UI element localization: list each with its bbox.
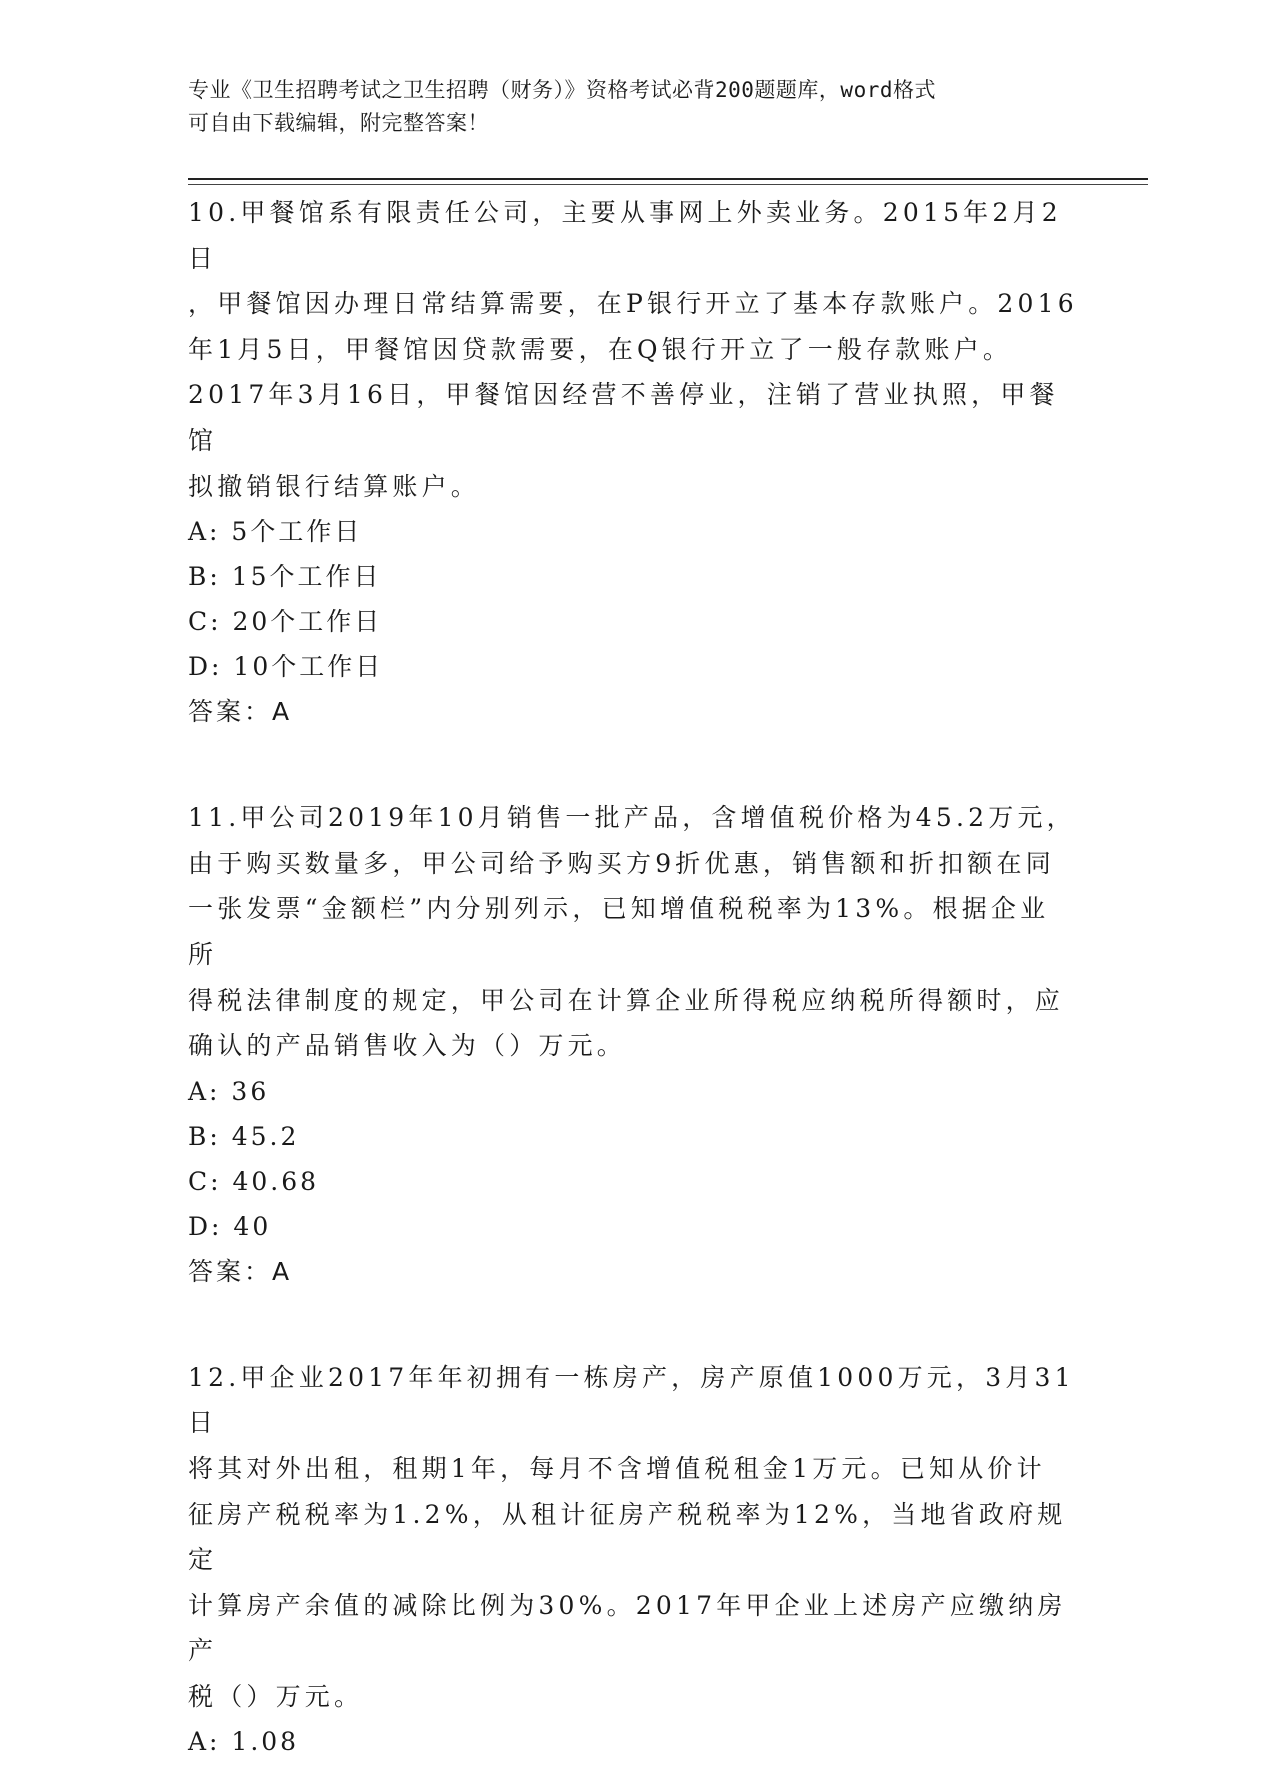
- question-spacer: [188, 761, 1078, 795]
- question-stem-line: 计算房产余值的减除比例为30%。2017年甲企业上述房产应缴纳房产: [188, 1590, 1067, 1666]
- option-b: B: 15个工作日: [188, 562, 382, 592]
- question-stem-line: 确认的产品销售收入为（）万元。: [188, 1031, 627, 1061]
- answer-label: 答案：A: [188, 697, 293, 727]
- option-a: A: 1.08: [188, 1727, 300, 1757]
- question-stem-line: 一张发票“金额栏”内分别列示，已知增值税税率为13%。根据企业所: [188, 894, 1050, 969]
- question-stem-line: 将其对外出租，租期1年，每月不含增值税租金1万元。已知从价计: [188, 1453, 1046, 1483]
- question-stem-line: 11.甲公司2019年10月销售一批产品，含增值税价格为45.2万元，: [188, 803, 1076, 833]
- question-stem-line: 12.甲企业2017年年初拥有一栋房产，房产原值1000万元，3月31日: [188, 1362, 1075, 1438]
- question-stem-line: 2017年3月16日，甲餐馆因经营不善停业，注销了营业执照，甲餐馆: [188, 380, 1059, 455]
- question-list: [188, 190, 1078, 1790]
- question-12: [188, 1355, 1078, 1765]
- header-title-line-1: 专业《卫生招聘考试之卫生招聘（财务）》资格考试必背200题题库，word格式: [188, 78, 936, 102]
- question-stem-line: ，甲餐馆因办理日常结算需要，在P银行开立了基本存款账户。2016: [188, 289, 1078, 319]
- question-stem-line: 拟撤销银行结算账户。: [188, 471, 481, 501]
- question-10: [188, 190, 1078, 735]
- question-11: [188, 795, 1078, 1295]
- option-d: D: 40: [188, 1211, 272, 1241]
- header-divider-thick: [188, 178, 1148, 180]
- option-a: A: 36: [188, 1076, 270, 1106]
- question-stem-line: 年1月5日，甲餐馆因贷款需要，在Q银行开立了一般存款账户。: [188, 334, 1013, 364]
- question-stem-line: 税（）万元。: [188, 1681, 364, 1711]
- question-stem-line: 征房产税税率为1.2%，从租计征房产税税率为12%，当地省政府规定: [188, 1499, 1067, 1575]
- question-stem-line: 10.甲餐馆系有限责任公司，主要从事网上外卖业务。2015年2月2日: [188, 198, 1062, 273]
- option-c: C: 20个工作日: [188, 607, 383, 637]
- header-title-line-2: 可自由下载编辑，附完整答案！: [188, 111, 489, 135]
- header-divider-thin: [188, 184, 1148, 185]
- option-a: A: 5个工作日: [188, 517, 363, 547]
- question-stem-line: 得税法律制度的规定，甲公司在计算企业所得税应纳税所得额时，应: [188, 985, 1065, 1015]
- document-header: [188, 74, 1088, 140]
- question-stem-line: 由于购买数量多，甲公司给予购买方9折优惠，销售额和折扣额在同: [188, 848, 1055, 878]
- option-d: D: 10个工作日: [188, 652, 384, 682]
- option-c: C: 40.68: [188, 1166, 320, 1196]
- option-b: B: 45.2: [188, 1121, 300, 1151]
- question-spacer: [188, 1321, 1078, 1355]
- answer-label: 答案：A: [188, 1256, 293, 1286]
